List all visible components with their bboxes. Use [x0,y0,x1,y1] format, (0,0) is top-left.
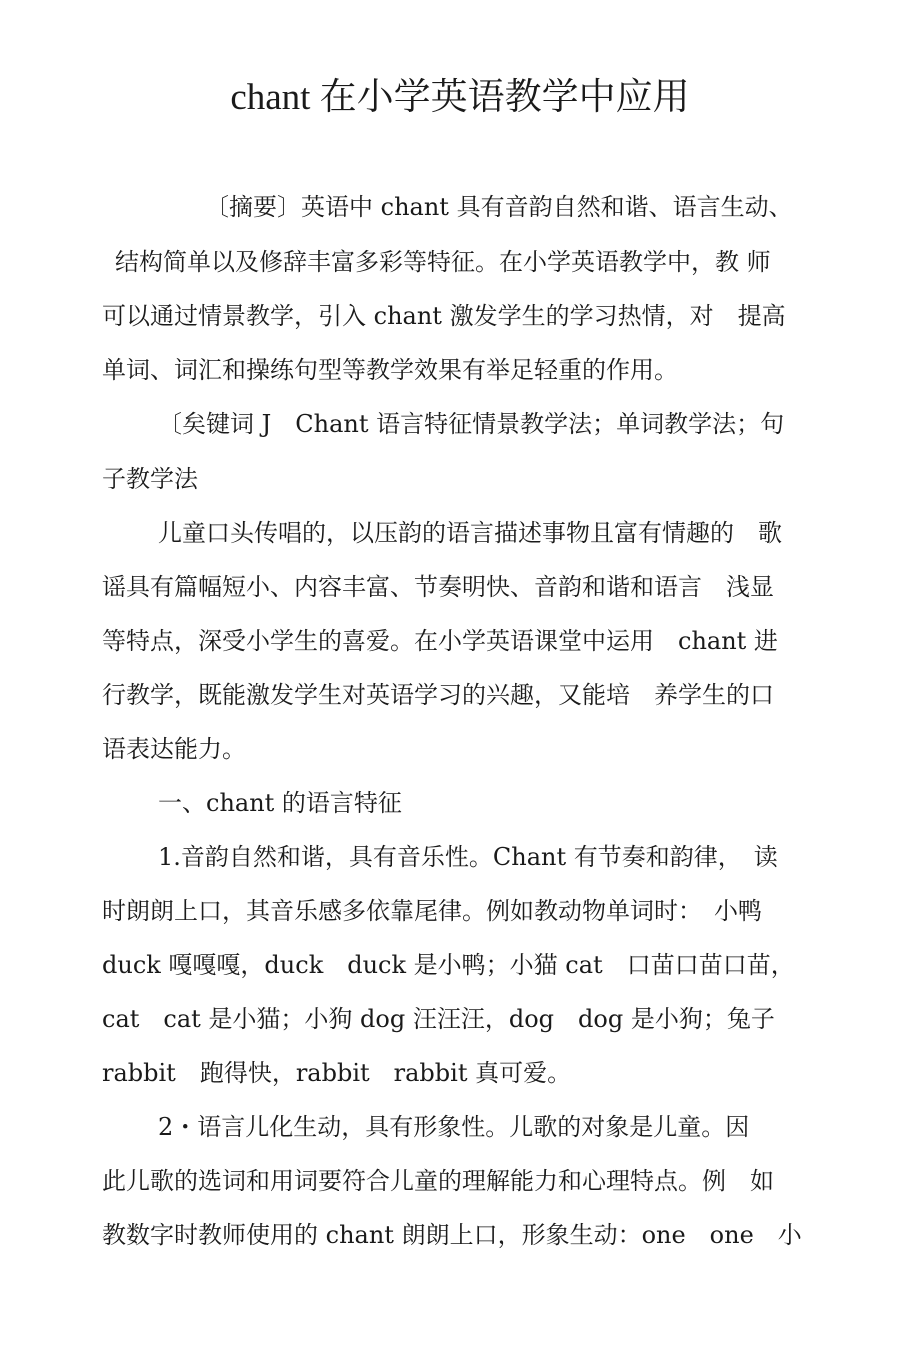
intro-line-5: 语表达能力。 [102,735,246,763]
document-title: chant 在小学英语教学中应用 [230,77,690,118]
intro-line-1: 儿童口头传唱的，以压韵的语言描述事物且富有情趣的 歌 [158,519,782,547]
keywords-line-1: 〔矣键词 J Chant 语言特征情景教学法；单词教学法；句 [158,410,785,438]
intro-line-4: 行教学，既能激发学生对英语学习的兴趣，又能培 养学生的口 [102,681,774,709]
intro-line-3: 等特点，深受小学生的喜爱。在小学英语课堂中运用 chant 进 [102,627,778,655]
point2-line-1: 2・语言儿化生动，具有形象性。儿歌的对象是儿童。因 [158,1113,750,1141]
point1-line-3: duck 嘎嘎嘎，duck duck 是小鸭；小猫 cat 口苗口苗口苗， [102,951,795,979]
point1-line-1: 1.音韵自然和谐，具有音乐性。Chant 有节奏和韵律， 读 [158,843,778,871]
abstract-line-2: 结构简单以及修辞丰富多彩等特征。在小学英语教学中，教 师 [115,248,771,276]
point1-line-4: cat cat 是小猫；小狗 dog 汪汪汪，dog dog 是小狗；兔子 [102,1005,775,1033]
point2-line-2: 此儿歌的选词和用词要符合儿童的理解能力和心理特点。例 如 [102,1167,774,1195]
point2-line-3: 教数字时教师使用的 chant 朗朗上口，形象生动：one one 小 [102,1221,802,1249]
point1-line-5: rabbit 跑得快，rabbit rabbit 真可爱。 [102,1059,572,1087]
abstract-line-4: 单词、词汇和操练句型等教学效果有举足轻重的作用。 [102,356,678,384]
section-heading: 一、chant 的语言特征 [158,789,402,817]
abstract-line-3: 可以通过情景教学，引入 chant 激发学生的学习热情，对 提高 [102,302,786,330]
point1-line-2: 时朗朗上口，其音乐感多依靠尾律。例如教动物单词时： 小鸭 [102,897,762,925]
keywords-line-2: 子教学法 [102,465,198,493]
intro-line-2: 谣具有篇幅短小、内容丰富、节奏明快、音韵和谐和语言 浅显 [102,573,774,601]
abstract-line-1: 〔摘要〕英语中 chant 具有音韵自然和谐、语言生动、 [205,193,793,221]
